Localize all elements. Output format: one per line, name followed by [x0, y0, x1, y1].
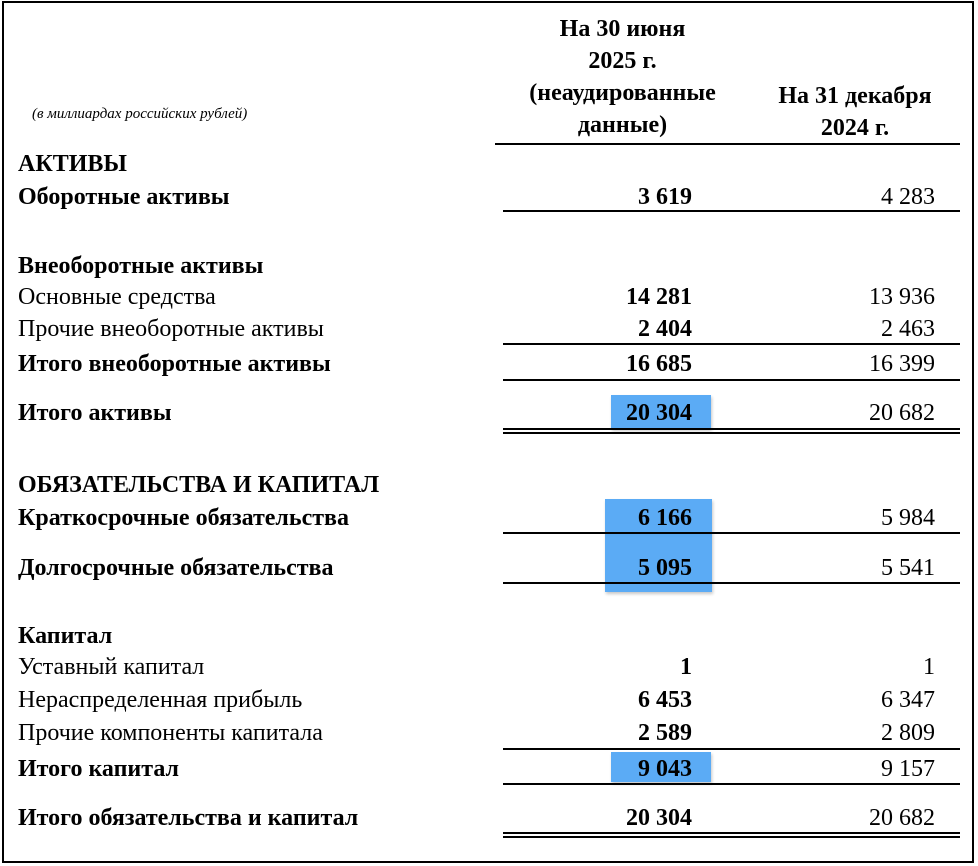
- unit-note: (в миллиардах российских рублей): [32, 106, 248, 122]
- row-label-retained-earnings: Нераспределенная прибыль: [18, 687, 303, 713]
- row-value-2024-current-assets: 4 283: [881, 184, 935, 210]
- row-value-2025-share-capital: 1: [680, 654, 692, 680]
- row-value-2024-current-liabilities: 5 984: [881, 505, 935, 531]
- row-label-current-liabilities: Краткосрочные обязательства: [18, 505, 349, 531]
- row-value-2025-other-noncurrent: 2 404: [638, 316, 692, 342]
- row-label-current-assets: Оборотные активы: [18, 184, 230, 210]
- equity-title: Капитал: [18, 623, 113, 649]
- double-rule-total-liab-equity: [503, 832, 960, 838]
- header-rule: [495, 143, 960, 145]
- column-header-2025: На 30 июня 2025 г. (неаудированные данные): [529, 16, 716, 138]
- rule-above-total-noncurrent: [503, 343, 960, 345]
- assets-title: АКТИВЫ: [18, 151, 127, 177]
- double-rule-total-assets: [503, 428, 960, 434]
- row-value-2025-current-assets: 3 619: [638, 184, 692, 210]
- row-value-2024-other-equity: 2 809: [881, 720, 935, 746]
- row-value-2024-noncurrent-liabilities: 5 541: [881, 555, 935, 581]
- row-value-2025-noncurrent-liabilities: 5 095: [638, 555, 692, 581]
- row-label-other-noncurrent: Прочие внеоборотные активы: [18, 316, 324, 342]
- row-value-2025-total-liab-equity: 20 304: [626, 805, 692, 831]
- row-label-total-equity: Итого капитал: [18, 756, 180, 782]
- row-value-2024-retained-earnings: 6 347: [881, 687, 935, 713]
- row-label-share-capital: Уставный капитал: [18, 654, 205, 680]
- row-label-noncurrent-liabilities: Долгосрочные обязательства: [18, 555, 334, 581]
- rule-total-equity: [503, 783, 960, 785]
- liabilities-title: ОБЯЗАТЕЛЬСТВА И КАПИТАЛ: [18, 472, 380, 498]
- rule-total-noncurrent: [503, 379, 960, 381]
- row-value-2025-ppe: 14 281: [626, 284, 692, 310]
- row-label-total-noncurrent: Итого внеоборотные активы: [18, 351, 331, 377]
- row-value-2024-total-liab-equity: 20 682: [869, 805, 935, 831]
- column-header-2024: На 31 декабря 2024 г.: [778, 83, 932, 141]
- row-value-2024-total-assets: 20 682: [869, 400, 935, 426]
- row-value-2025-current-liabilities: 6 166: [638, 505, 692, 531]
- row-label-other-equity: Прочие компоненты капитала: [18, 720, 323, 746]
- row-value-2025-total-noncurrent: 16 685: [626, 351, 692, 377]
- row-value-2025-retained-earnings: 6 453: [638, 687, 692, 713]
- rule-noncurrent-liabilities: [503, 582, 960, 584]
- row-label-ppe: Основные средства: [18, 284, 216, 310]
- row-value-2024-total-equity: 9 157: [881, 756, 935, 782]
- noncurrent-assets-title: Внеоборотные активы: [18, 253, 264, 279]
- rule-current-liabilities: [503, 532, 960, 534]
- rule-current-assets: [503, 210, 960, 212]
- row-label-total-assets: Итого активы: [18, 400, 172, 426]
- row-value-2024-share-capital: 1: [923, 654, 935, 680]
- row-value-2024-total-noncurrent: 16 399: [869, 351, 935, 377]
- row-value-2025-total-equity: 9 043: [638, 756, 692, 782]
- rule-above-total-equity: [503, 748, 960, 750]
- row-value-2024-ppe: 13 936: [869, 284, 935, 310]
- row-value-2024-other-noncurrent: 2 463: [881, 316, 935, 342]
- row-value-2025-total-assets: 20 304: [626, 400, 692, 426]
- row-label-total-liab-equity: Итого обязательства и капитал: [18, 805, 359, 831]
- row-value-2025-other-equity: 2 589: [638, 720, 692, 746]
